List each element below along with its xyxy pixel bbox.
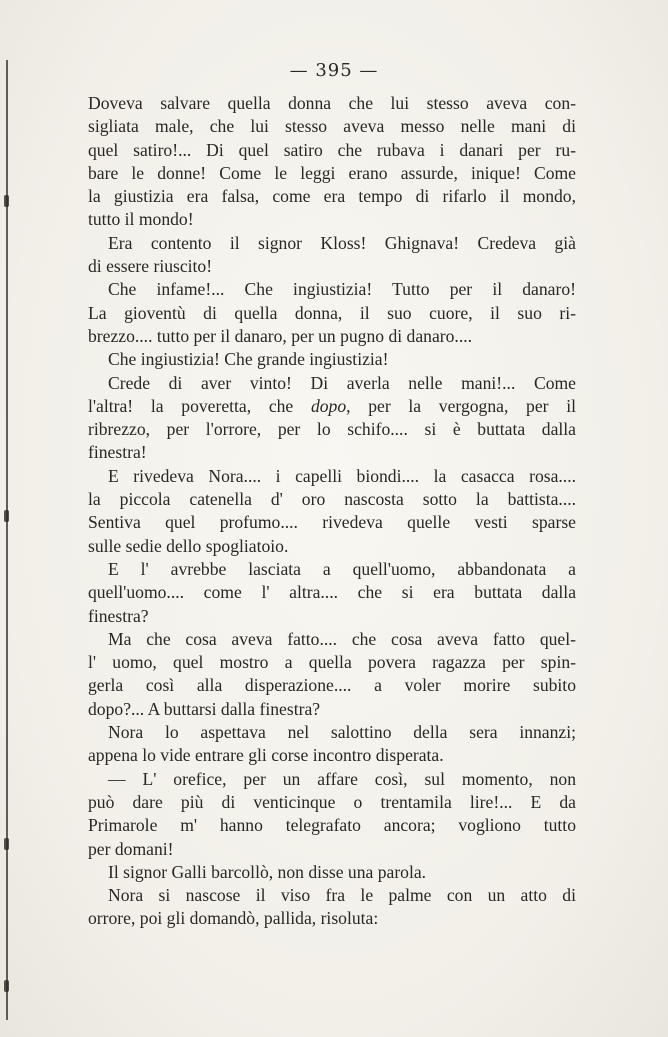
- text-line: l'altra! la poveretta, che dopo, per la vergogna, per il: [88, 395, 576, 416]
- text-line: La gioventù di quella donna, il suo cuore, il suo ri-: [88, 302, 576, 323]
- page-number: — 395 —: [289, 60, 379, 81]
- text-line: Primarole m' hanno telegrafato ancora; vogliono tutto: [88, 815, 576, 836]
- text-line: Che ingiustizia! Che grande ingiustizia!: [108, 349, 389, 370]
- text-line: sigliata male, che lui stesso aveva messo nelle mani di: [88, 116, 576, 137]
- text-line: E l' avrebbe lasciata a quell'uomo, abbandonata a: [108, 558, 576, 579]
- text-line: appena lo vide entrare gli corse incontro disperata.: [88, 745, 444, 766]
- text-line: brezzo.... tutto per il danaro, per un pugno di danaro....: [88, 325, 473, 346]
- text-line: Il signor Galli barcollò, non disse una parola.: [108, 861, 427, 882]
- text-line: Doveva salvare quella donna che lui stesso aveva con-: [88, 93, 576, 113]
- text-line: Ma che cosa aveva fatto.... che cosa aveva fatto quel-: [108, 628, 576, 649]
- text-line: Che infame!... Che ingiustizia! Tutto per il danaro!: [108, 279, 576, 300]
- text-line: per domani!: [88, 838, 174, 859]
- text-line: quell'uomo.... come l' altra.... che si era buttata dalla: [88, 582, 576, 603]
- text-line: Era contento il signor Kloss! Ghignava! Credeva già: [108, 232, 576, 253]
- binding-mark: [4, 980, 9, 992]
- text-line: Nora lo aspettava nel salottino della sera innanzi;: [108, 722, 576, 743]
- binding-mark: [4, 195, 9, 207]
- text-line: orrore, poi gli domandò, pallida, risoluta:: [88, 908, 379, 929]
- text-line: l' uomo, quel mostro a quella povera ragazza per spin-: [88, 652, 576, 673]
- body-text: [88, 92, 576, 931]
- text-line: Nora si nascose il viso fra le palme con un atto di: [108, 885, 576, 906]
- text-line: può dare più di venticinque o trentamila lire!... E da: [88, 791, 576, 812]
- text-line: Sentiva quel profumo.... rivedeva quelle vesti sparse: [88, 512, 576, 533]
- text-line: sulle sedie dello spogliatoio.: [88, 535, 289, 556]
- text-line: la piccola catenella d' oro nascosta sotto la battista....: [88, 489, 576, 510]
- text-line: quel satiro!... Di quel satiro che rubava i danari per ru-: [88, 139, 576, 160]
- binding-mark: [4, 510, 9, 522]
- text-line: tutto il mondo!: [88, 209, 194, 230]
- text-line: — L' orefice, per un affare così, sul momento, non: [108, 768, 576, 789]
- binding-mark: [4, 838, 9, 850]
- text-line: ribrezzo, per l'orrore, per lo schifo.... si è buttata dalla: [88, 419, 576, 440]
- text-line: di essere riuscito!: [88, 256, 213, 277]
- text-line: gerla così alla disperazione.... a voler morire subito: [88, 675, 576, 696]
- text-line: Crede di aver vinto! Di averla nelle mani!... Come: [108, 372, 576, 393]
- text-line: la giustizia era falsa, come era tempo di rifarlo il mondo,: [88, 186, 576, 207]
- text-line: dopo?... A buttarsi dalla finestra?: [88, 698, 321, 719]
- text-line: bare le donne! Come le leggi erano assurde, inique! Come: [88, 162, 576, 183]
- text-line: finestra!: [88, 442, 147, 463]
- text-line: E rivedeva Nora.... i capelli biondi.... la casacca rosa....: [108, 465, 576, 486]
- text-line: finestra?: [88, 605, 149, 626]
